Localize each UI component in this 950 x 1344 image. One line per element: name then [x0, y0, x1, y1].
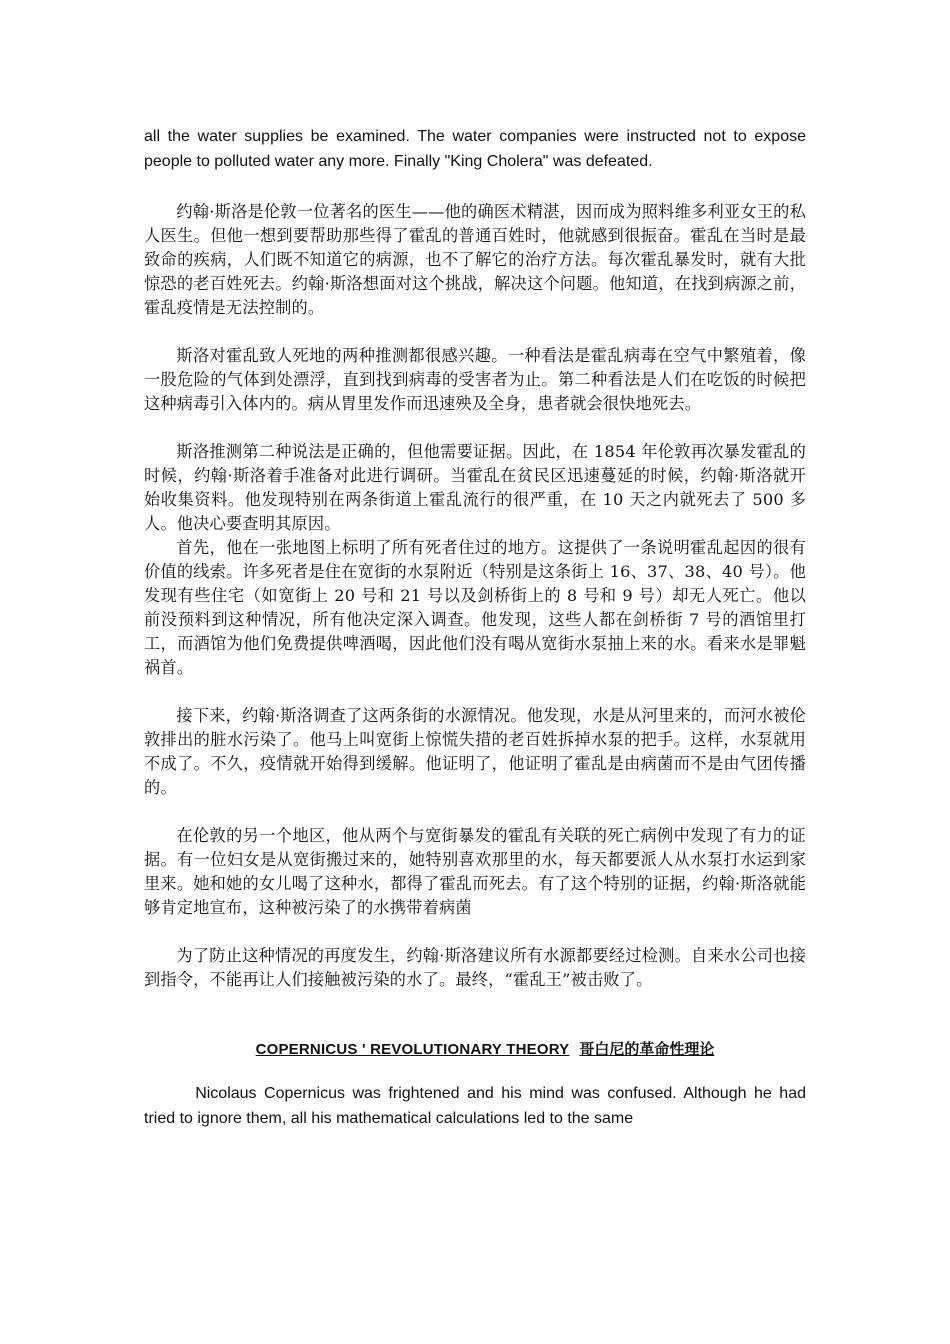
paragraph-en-1: all the water supplies be examined. The water companies were instructed not to expose people to polluted water any more. Finally "King Cholera" was defeated.	[144, 128, 806, 170]
paragraph-en-copernicus: Nicolaus Copernicus was frightened and his mind was confused. Although he had tried to ignore them, all his mathematical calculations led to the same	[144, 1085, 806, 1127]
document-body	[144, 124, 806, 1131]
section-heading-en: COPERNICUS ' REVOLUTIONARY THEORY	[255, 1041, 570, 1058]
paragraph-zh-conclusion: 为了防止这种情况的再度发生，约翰·斯洛建议所有水源都要经过检测。自来水公司也接到指令，不能再让人们接触被污染的水了。最终，“霍乱王”被击败了。	[144, 946, 806, 989]
paragraph-zh-john-snow-intro: 约翰·斯洛是伦敦一位著名的医生——他的确医术精湛，因而成为照料维多利亚女王的私人医生。但他一想到要帮助那些得了霍乱的普通百姓时，他就感到很振奋。霍乱在当时是最致命的疾病，人们既不知道它的病源，也不了解它的治疗方法。每次霍乱暴发时，就有大批惊恐的老百姓死去。约翰·斯洛想面对这个挑战，解决这个问题。他知道，在找到病源之前，霍乱疫情是无法控制的。	[144, 202, 806, 317]
section-heading-zh: 哥白尼的革命性理论	[579, 1040, 715, 1058]
paragraph-zh-evidence: 在伦敦的另一个地区，他从两个与宽街暴发的霍乱有关联的死亡病例中发现了有力的证据。有一位妇女是从宽街搬过来的，她特别喜欢那里的水，每天都要派人从水泵打水运到家里来。她和她的女儿喝了这种水，都得了霍乱而死去。有了这个特别的证据，约翰·斯洛就能够肯定地宣布，这种被污染了的水携带着病菌	[144, 826, 806, 917]
section-heading	[144, 1038, 806, 1059]
paragraph-zh-two-theories: 斯洛对霍乱致人死地的两种推测都很感兴趣。一种看法是霍乱病毒在空气中繁殖着，像一股危险的气体到处漂浮，直到找到病毒的受害者为止。第二种看法是人们在吃饭的时候把这种病毒引入体内的。病从胃里发作而迅速殃及全身，患者就会很快地死去。	[144, 346, 806, 413]
paragraph-zh-1854-outbreak: 斯洛推测第二种说法是正确的，但他需要证据。因此，在 1854 年伦敦再次暴发霍乱的时候，约翰·斯洛着手准备对此进行调研。当霍乱在贫民区迅速蔓延的时候，约翰·斯洛就开始收集资料。他发现特别在两条街道上霍乱流行的很严重，在 10 天之内就死去了 500 多人。他决心要查明其原因。	[144, 442, 806, 533]
paragraph-zh-water-source: 接下来，约翰·斯洛调查了这两条街的水源情况。他发现，水是从河里来的，而河水被伦敦排出的脏水污染了。他马上叫宽街上惊慌失措的老百姓拆掉水泵的把手。这样，水泵就用不成了。不久，疫情就开始得到缓解。他证明了，他证明了霍乱是由病菌而不是由气团传播的。	[144, 706, 806, 797]
paragraph-zh-map-clue: 首先，他在一张地图上标明了所有死者住过的地方。这提供了一条说明霍乱起因的很有价值的线索。许多死者是住在宽街的水泵附近（特别是这条街上 16、37、38、40 号）。他发现有些住宅（如宽街上 20 号和 21 号以及剑桥街上的 8 号和 9 号）却无人死亡。他以前没预料到这种情况，所有他决定深入调查。他发现，这些人都在剑桥街 7 号的酒馆里打工，而酒馆为他们免费提供啤酒喝，因此他们没有喝从宽街水泵抽上来的水。看来水是罪魁祸首。	[144, 538, 806, 677]
